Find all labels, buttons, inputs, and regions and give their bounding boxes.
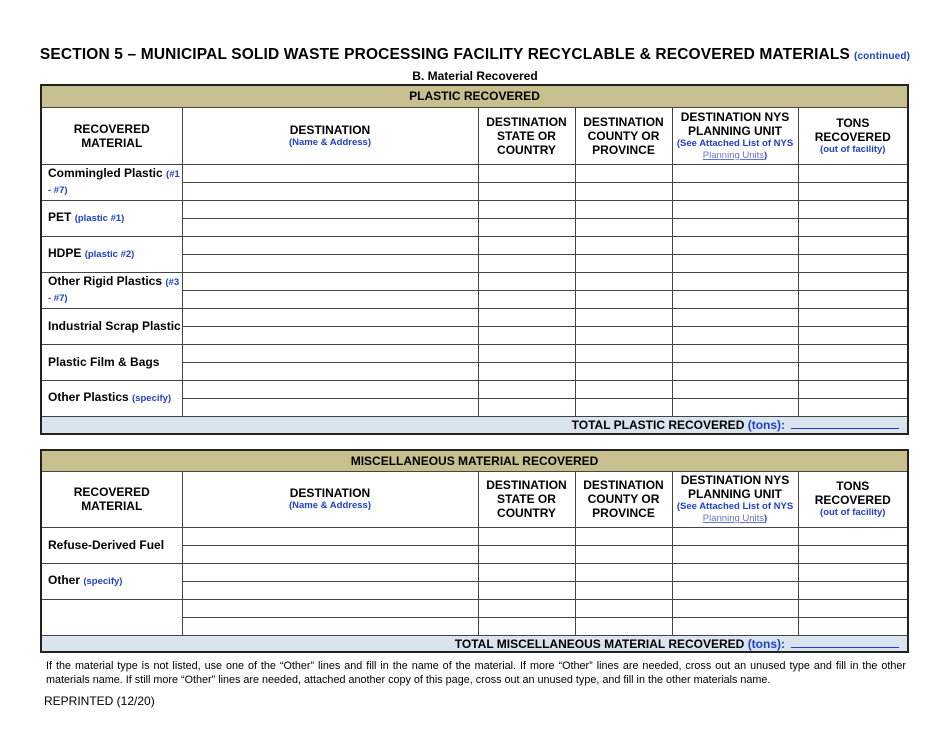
nys-field[interactable] — [672, 182, 798, 200]
nys-field[interactable] — [672, 362, 798, 380]
destination-field[interactable] — [182, 236, 478, 254]
material-label: Other Plastics (specify) — [41, 380, 182, 416]
material-label — [41, 599, 182, 635]
state-field[interactable] — [478, 380, 575, 398]
material-label: HDPE (plastic #2) — [41, 236, 182, 272]
state-field[interactable] — [478, 362, 575, 380]
subtitle: B. Material Recovered — [412, 69, 538, 83]
tons-field[interactable] — [798, 290, 908, 308]
plastic-table — [40, 84, 909, 435]
plastic-total-field[interactable] — [791, 417, 899, 429]
col-nys: DESTINATION NYS PLANNING UNIT (See Attached List of NYS Planning Units) — [672, 107, 798, 164]
tons-field[interactable] — [798, 164, 908, 182]
county-field[interactable] — [575, 236, 672, 254]
destination-field[interactable] — [182, 326, 478, 344]
tons-field[interactable] — [798, 617, 908, 635]
tons-field[interactable] — [798, 308, 908, 326]
destination-field[interactable] — [182, 545, 478, 563]
state-field[interactable] — [478, 308, 575, 326]
misc-table — [40, 449, 909, 653]
reprinted-label: REPRINTED (12/20) — [44, 694, 155, 708]
destination-field[interactable] — [182, 380, 478, 398]
nys-field[interactable] — [672, 326, 798, 344]
nys-field[interactable] — [672, 398, 798, 416]
destination-field[interactable] — [182, 308, 478, 326]
destination-field[interactable] — [182, 563, 478, 581]
table-row — [41, 200, 908, 218]
destination-field[interactable] — [182, 218, 478, 236]
county-field[interactable] — [575, 164, 672, 182]
destination-field[interactable] — [182, 272, 478, 290]
table-row — [41, 380, 908, 398]
nys-field[interactable] — [672, 563, 798, 581]
state-field[interactable] — [478, 272, 575, 290]
material-label: Other (specify) — [41, 563, 182, 599]
col-state: DESTINATION STATE OR COUNTRY — [478, 471, 575, 527]
state-field[interactable] — [478, 581, 575, 599]
tons-field[interactable] — [798, 218, 908, 236]
nys-field[interactable] — [672, 218, 798, 236]
state-field[interactable] — [478, 599, 575, 617]
state-field[interactable] — [478, 236, 575, 254]
table-row — [41, 563, 908, 581]
plastic-total: TOTAL PLASTIC RECOVERED (tons): — [41, 416, 908, 434]
county-field[interactable] — [575, 599, 672, 617]
county-field[interactable] — [575, 581, 672, 599]
county-field[interactable] — [575, 290, 672, 308]
col-tons: TONS RECOVERED (out of facility) — [798, 471, 908, 527]
misc-section-title: MISCELLANEOUS MATERIAL RECOVERED — [41, 450, 908, 471]
col-county: DESTINATION COUNTY OR PROVINCE — [575, 107, 672, 164]
county-field[interactable] — [575, 254, 672, 272]
state-field[interactable] — [478, 164, 575, 182]
destination-field[interactable] — [182, 182, 478, 200]
tons-field[interactable] — [798, 272, 908, 290]
tons-field[interactable] — [798, 581, 908, 599]
material-label: Industrial Scrap Plastic — [41, 308, 182, 344]
tons-field[interactable] — [798, 599, 908, 617]
tons-field[interactable] — [798, 563, 908, 581]
table-row — [41, 599, 908, 617]
state-field[interactable] — [478, 326, 575, 344]
county-field[interactable] — [575, 200, 672, 218]
material-label: Plastic Film & Bags — [41, 344, 182, 380]
county-field[interactable] — [575, 272, 672, 290]
tons-field[interactable] — [798, 254, 908, 272]
nys-field[interactable] — [672, 617, 798, 635]
col-destination: DESTINATION (Name & Address) — [182, 471, 478, 527]
county-field[interactable] — [575, 527, 672, 545]
section-title: SECTION 5 – MUNICIPAL SOLID WASTE PROCESSING FACILITY RECYCLABLE & RECOVERED MATERIALS (continued) — [39, 46, 911, 63]
destination-field[interactable] — [182, 200, 478, 218]
footnote: If the material type is not listed, use one of the “Other” lines and fill in the name of the material. If more “Other” lines are needed, cross out an unused type and fill in the other materials name. If still more “Other” lines are needed, attached another copy of this page, cross out an unused type, and fill in the other materials name. — [46, 660, 906, 686]
destination-field[interactable] — [182, 599, 478, 617]
state-field[interactable] — [478, 290, 575, 308]
state-field[interactable] — [478, 563, 575, 581]
col-state: DESTINATION STATE OR COUNTRY — [478, 107, 575, 164]
table-row — [41, 344, 908, 362]
continued-label: (continued) — [853, 51, 911, 62]
material-label: Commingled Plastic (#1 - #7) — [41, 164, 182, 200]
nys-field[interactable] — [672, 599, 798, 617]
plastic-section-title: PLASTIC RECOVERED — [41, 85, 908, 107]
tons-field[interactable] — [798, 527, 908, 545]
county-field[interactable] — [575, 563, 672, 581]
county-field[interactable] — [575, 308, 672, 326]
nys-field[interactable] — [672, 164, 798, 182]
tons-field[interactable] — [798, 362, 908, 380]
state-field[interactable] — [478, 527, 575, 545]
col-recovered-material: RECOVERED MATERIAL — [41, 107, 182, 164]
state-field[interactable] — [478, 254, 575, 272]
state-field[interactable] — [478, 182, 575, 200]
col-nys: DESTINATION NYS PLANNING UNIT (See Attached List of NYS Planning Units) — [672, 471, 798, 527]
misc-total-field[interactable] — [791, 636, 899, 648]
state-field[interactable] — [478, 200, 575, 218]
material-label: Refuse-Derived Fuel — [41, 527, 182, 563]
county-field[interactable] — [575, 344, 672, 362]
col-county: DESTINATION COUNTY OR PROVINCE — [575, 471, 672, 527]
table-row — [41, 272, 908, 290]
tons-field[interactable] — [798, 398, 908, 416]
county-field[interactable] — [575, 380, 672, 398]
destination-field[interactable] — [182, 527, 478, 545]
destination-field[interactable] — [182, 290, 478, 308]
table-row — [41, 527, 908, 545]
nys-field[interactable] — [672, 344, 798, 362]
tons-field[interactable] — [798, 200, 908, 218]
table-row — [41, 236, 908, 254]
destination-field[interactable] — [182, 398, 478, 416]
tons-field[interactable] — [798, 236, 908, 254]
tons-field[interactable] — [798, 344, 908, 362]
nys-field[interactable] — [672, 272, 798, 290]
tons-field[interactable] — [798, 380, 908, 398]
col-destination: DESTINATION (Name & Address) — [182, 107, 478, 164]
destination-field[interactable] — [182, 362, 478, 380]
nys-field[interactable] — [672, 236, 798, 254]
table-row — [41, 308, 908, 326]
tons-field[interactable] — [798, 182, 908, 200]
destination-field[interactable] — [182, 617, 478, 635]
nys-field[interactable] — [672, 527, 798, 545]
col-recovered-material: RECOVERED MATERIAL — [41, 471, 182, 527]
nys-field[interactable] — [672, 380, 798, 398]
nys-field[interactable] — [672, 581, 798, 599]
destination-field[interactable] — [182, 254, 478, 272]
state-field[interactable] — [478, 344, 575, 362]
county-field[interactable] — [575, 326, 672, 344]
nys-field[interactable] — [672, 290, 798, 308]
nys-field[interactable] — [672, 545, 798, 563]
misc-total: TOTAL MISCELLANEOUS MATERIAL RECOVERED (tons): — [41, 635, 908, 652]
state-field[interactable] — [478, 218, 575, 236]
material-label: PET (plastic #1) — [41, 200, 182, 236]
tons-field[interactable] — [798, 326, 908, 344]
county-field[interactable] — [575, 362, 672, 380]
tons-field[interactable] — [798, 545, 908, 563]
county-field[interactable] — [575, 545, 672, 563]
planning-units-link[interactable]: Planning Units — [702, 513, 765, 524]
planning-units-link[interactable]: Planning Units — [702, 149, 765, 161]
destination-field[interactable] — [182, 581, 478, 599]
county-field[interactable] — [575, 617, 672, 635]
county-field[interactable] — [575, 398, 672, 416]
destination-field[interactable] — [182, 164, 478, 182]
nys-field[interactable] — [672, 308, 798, 326]
state-field[interactable] — [478, 398, 575, 416]
destination-field[interactable] — [182, 344, 478, 362]
material-label: Other Rigid Plastics (#3 - #7) — [41, 272, 182, 308]
state-field[interactable] — [478, 617, 575, 635]
state-field[interactable] — [478, 545, 575, 563]
col-tons: TONS RECOVERED (out of facility) — [798, 107, 908, 164]
nys-field[interactable] — [672, 254, 798, 272]
county-field[interactable] — [575, 218, 672, 236]
table-row — [41, 164, 908, 182]
county-field[interactable] — [575, 182, 672, 200]
nys-field[interactable] — [672, 200, 798, 218]
